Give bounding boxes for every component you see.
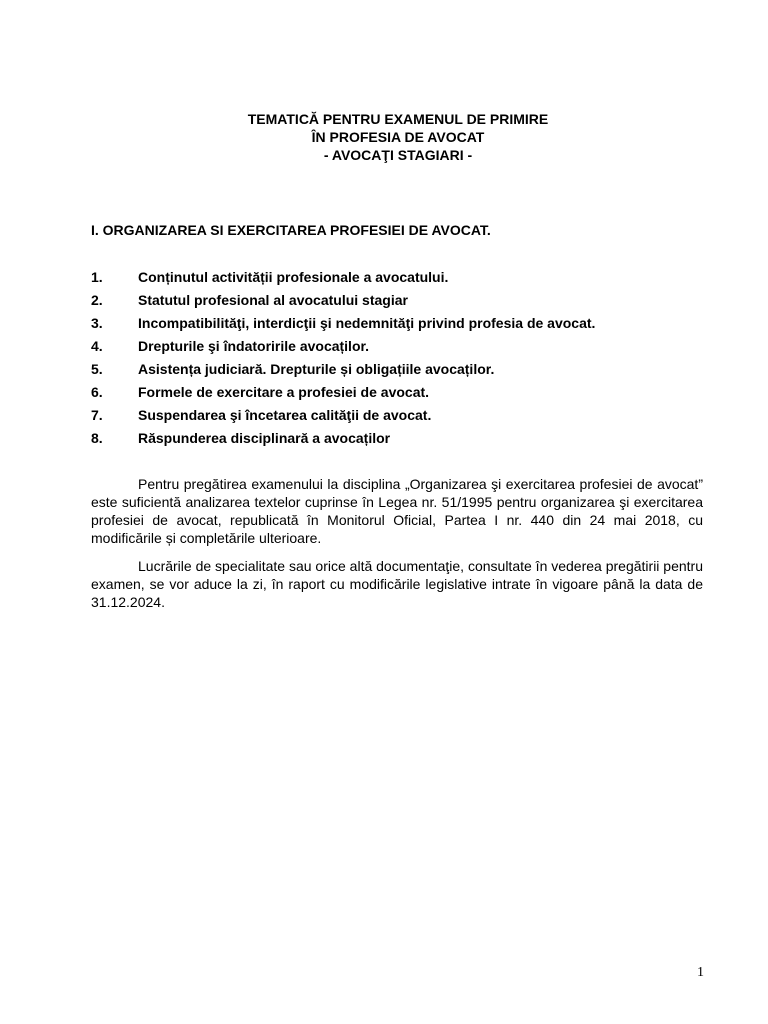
list-item [91,382,595,405]
list-item-text: Statutul profesional al avocatului stagiar [138,292,408,308]
list-item [91,336,595,359]
list-item-text: Formele de exercitare a profesiei de avocat. [138,384,430,400]
list-item-text: Suspendarea şi încetarea calităţii de avocat. [138,407,432,423]
title-line-3: - AVOCAŢI STAGIARI - [323,147,473,163]
list-item-text: Conținutul activității profesionale a avocatului. [138,269,449,285]
list-item-text: Răspunderea disciplinară a avocaților [138,430,391,446]
list-item-text: Incompatibilităţi, interdicţii şi nedemnităţi privind profesia de avocat. [138,315,596,331]
title-line-1: TEMATICĂ PENTRU EXAMENUL DE PRIMIRE [247,111,549,127]
page-number: 1 [697,965,704,980]
list-item [91,290,595,313]
topic-list [91,267,595,451]
list-item-text: Asistența judiciară. Drepturile și obligațiile avocaților. [138,361,495,377]
list-item [91,405,595,428]
title-line-2: ÎN PROFESIA DE AVOCAT [311,129,485,145]
list-item-number: 4. [91,338,103,354]
list-item-number: 1. [91,269,103,285]
list-item-number: 2. [91,292,103,308]
list-item [91,359,595,382]
list-item-number: 5. [91,361,103,377]
section-heading: I. ORGANIZAREA SI EXERCITAREA PROFESIEI DE AVOCAT. [91,222,491,238]
document-title [0,110,768,164]
list-item [91,267,595,290]
list-item-number: 7. [91,407,103,423]
list-item [91,313,595,336]
list-item-text: Drepturile şi îndatoririle avocaților. [138,338,370,354]
list-item-number: 8. [91,430,103,446]
list-item-number: 3. [91,315,103,331]
list-item [91,428,595,451]
list-item-number: 6. [91,384,103,400]
paragraph-exam-preparation: Pentru pregătirea examenului la disciplina „Organizarea şi exercitarea profesiei de avocat” este suficientă analizarea textelor cuprinse în Legea nr. 51/1995 pentru organizarea şi exercitarea profesiei de avocat, republicată în Monitorul Oficial, Partea I nr. 440 din 24 mai 2018, cu modificările și completările ulterioare. [91,476,703,546]
paragraph-specialty-works: Lucrările de specialitate sau orice altă documentaţie, consultate în vederea pregătirii pentru examen, se vor aduce la zi, în raport cu modificările legislative intrate în vigoare până la data de 31.12.2024. [91,558,703,610]
